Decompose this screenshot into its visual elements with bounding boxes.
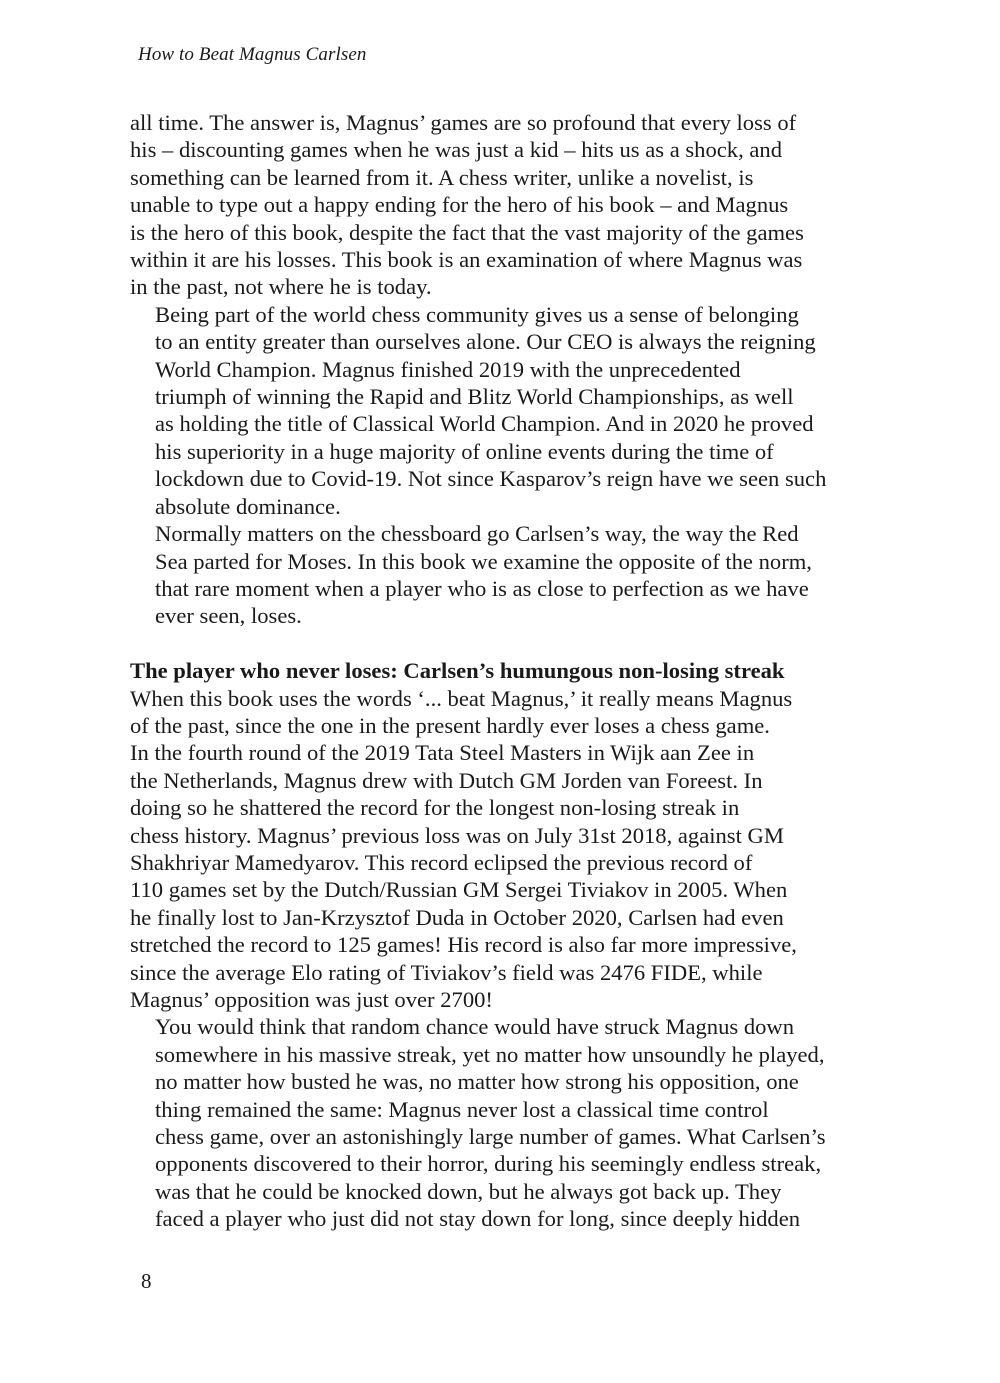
text-line: thing remained the same: Magnus never lost a classical time control — [155, 1096, 769, 1122]
running-head: How to Beat Magnus Carlsen — [138, 44, 367, 65]
text-line: World Champion. Magnus finished 2019 with the unprecedented — [155, 356, 741, 382]
text-line: something can be learned from it. A chess writer, unlike a novelist, is — [130, 164, 754, 190]
text-line: his superiority in a huge majority of online events during the time of — [155, 438, 774, 464]
text-line: opponents discovered to their horror, during his seemingly endless streak, — [155, 1151, 822, 1177]
text-line: Shakhriyar Mamedyarov. This record eclipsed the previous record of — [130, 849, 753, 875]
text-line: Magnus’ opposition was just over 2700! — [130, 986, 493, 1012]
text-line: unable to type out a happy ending for the hero of his book – and Magnus — [130, 192, 789, 218]
text-line: somewhere in his massive streak, yet no matter how unsoundly he played, — [155, 1041, 825, 1067]
text-line: When this book uses the words ‘... beat Magnus,’ it really means Magnus — [130, 685, 793, 711]
text-line: all time. The answer is, Magnus’ games are so profound that every loss of — [130, 110, 797, 135]
text-line: as holding the title of Classical World Champion. And in 2020 he proved — [155, 411, 814, 437]
text-line: doing so he shattered the record for the longest non-losing streak in — [130, 795, 740, 821]
text-line: his – discounting games when he was just a kid – hits us as a shock, and — [130, 137, 782, 163]
text-line: in the past, not where he is today. — [130, 274, 432, 300]
text-line: stretched the record to 125 games! His record is also far more impressive, — [130, 932, 797, 958]
text-line: triumph of winning the Rapid and Blitz World Championships, as well — [155, 384, 794, 410]
section-heading: The player who never loses: Carlsen’s humungous non-losing streak — [130, 658, 785, 684]
text-line: ever seen, loses. — [155, 603, 302, 629]
paragraph — [130, 520, 870, 630]
text-line: Being part of the world chess community gives us a sense of belonging — [155, 301, 799, 327]
text-line: of the past, since the one in the present hardly ever loses a chess game. — [130, 712, 770, 738]
text-line: 110 games set by the Dutch/Russian GM Sergei Tiviakov in 2005. When — [130, 877, 788, 903]
text-line: In the fourth round of the 2019 Tata Steel Masters in Wijk aan Zee in — [130, 740, 755, 766]
text-line: Sea parted for Moses. In this book we examine the opposite of the norm, — [155, 548, 812, 574]
text-line: no matter how busted he was, no matter how strong his opposition, one — [155, 1069, 799, 1095]
text-line: since the average Elo rating of Tiviakov’s field was 2476 FIDE, while — [130, 959, 763, 985]
body-text — [130, 109, 870, 1233]
text-line: is the hero of this book, despite the fact that the vast majority of the games — [130, 219, 804, 245]
paragraph — [130, 685, 870, 1014]
text-line: within it are his losses. This book is an examination of where Magnus was — [130, 247, 803, 273]
text-line: Normally matters on the chessboard go Carlsen’s way, the way the Red — [155, 521, 799, 547]
text-line: faced a player who just did not stay down for long, since deeply hidden — [155, 1206, 801, 1232]
text-line: that rare moment when a player who is as close to perfection as we have — [155, 575, 809, 601]
paragraph — [130, 1013, 870, 1232]
text-line: the Netherlands, Magnus drew with Dutch GM Jorden van Foreest. In — [130, 767, 763, 793]
paragraph — [130, 301, 870, 520]
text-line: he finally lost to Jan-Krzysztof Duda in October 2020, Carlsen had even — [130, 904, 784, 930]
paragraph — [130, 109, 870, 301]
text-line: chess game, over an astonishingly large number of games. What Carlsen’s — [155, 1124, 826, 1150]
text-line: to an entity greater than ourselves alone. Our CEO is always the reigning — [155, 329, 816, 355]
text-line: absolute dominance. — [155, 493, 341, 519]
text-line: chess history. Magnus’ previous loss was on July 31st 2018, against GM — [130, 822, 784, 848]
text-line: lockdown due to Covid-19. Not since Kasparov’s reign have we seen such — [155, 466, 827, 492]
text-line: was that he could be knocked down, but he always got back up. They — [155, 1178, 782, 1204]
text-line: You would think that random chance would have struck Magnus down — [155, 1014, 795, 1040]
page-number: 8 — [141, 1269, 152, 1293]
